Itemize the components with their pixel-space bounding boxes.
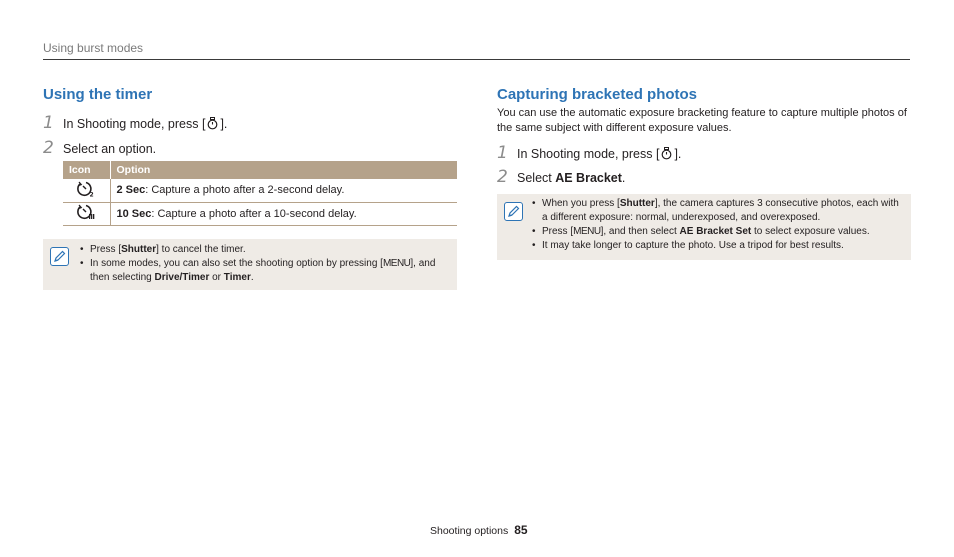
menu-key-icon: MENU bbox=[382, 258, 411, 269]
header-divider bbox=[43, 59, 910, 60]
timer-10sec-icon bbox=[63, 202, 110, 225]
table-row bbox=[63, 202, 457, 225]
timer-step-1 bbox=[43, 113, 227, 133]
step-number: 1 bbox=[43, 113, 54, 133]
section-title-timer: Using the timer bbox=[43, 86, 153, 103]
timer-key-icon bbox=[660, 147, 673, 160]
table-row bbox=[63, 179, 457, 202]
option-cell: 10 Sec: Capture a photo after a 10-second delay. bbox=[110, 202, 457, 225]
bracket-note-box bbox=[497, 194, 911, 260]
page-footer bbox=[430, 523, 528, 537]
page-number: 85 bbox=[514, 523, 528, 537]
svg-text:2: 2 bbox=[89, 191, 94, 197]
timer-key-icon bbox=[206, 117, 219, 130]
timer-note-box bbox=[43, 239, 457, 290]
list-item: • Press [Shutter] to cancel the timer. bbox=[80, 243, 452, 257]
step-text: In Shooting mode, press [ ]. bbox=[63, 117, 228, 131]
step-number: 2 bbox=[497, 167, 508, 187]
step-text: Select an option. bbox=[63, 142, 157, 156]
list-item: • It may take longer to capture the photo. Use a tripod for best results. bbox=[532, 239, 906, 253]
table-header-row bbox=[63, 161, 457, 179]
step-number: 1 bbox=[497, 143, 508, 163]
bracket-note-list bbox=[532, 197, 906, 253]
bracketing-description: You can use the automatic exposure bracketing feature to capture multiple photos of the same subject with different exposure values. bbox=[497, 107, 907, 134]
timer-options-table bbox=[63, 161, 457, 226]
bracket-step-2 bbox=[497, 167, 625, 187]
list-item: • In some modes, you can also set the shooting option by pressing [MENU], and then selecting Drive/Timer or Timer. bbox=[80, 257, 452, 285]
list-item: • Press [MENU], and then select AE Bracket Set to select exposure values. bbox=[532, 225, 906, 239]
timer-2sec-icon bbox=[63, 179, 110, 202]
note-pencil-icon bbox=[50, 247, 69, 266]
footer-label: Shooting options bbox=[430, 525, 509, 537]
bracket-step-1 bbox=[497, 143, 681, 163]
timer-step-2 bbox=[43, 138, 156, 158]
option-cell: 2 Sec: Capture a photo after a 2-second delay. bbox=[110, 179, 457, 202]
list-item: • When you press [Shutter], the camera captures 3 consecutive photos, each with a different exposure: normal, underexposed, and overexposed. bbox=[532, 197, 906, 225]
section-title-bracketed: Capturing bracketed photos bbox=[497, 86, 698, 103]
column-header-option: Option bbox=[110, 161, 457, 179]
running-header: Using burst modes bbox=[43, 41, 144, 55]
column-header-icon: Icon bbox=[63, 161, 110, 179]
step-text: Select AE Bracket. bbox=[517, 171, 626, 185]
menu-key-icon: MENU bbox=[573, 226, 601, 237]
timer-note-list bbox=[80, 243, 452, 285]
note-pencil-icon bbox=[504, 202, 523, 221]
step-number: 2 bbox=[43, 138, 54, 158]
step-text: In Shooting mode, press [ ]. bbox=[517, 147, 682, 161]
